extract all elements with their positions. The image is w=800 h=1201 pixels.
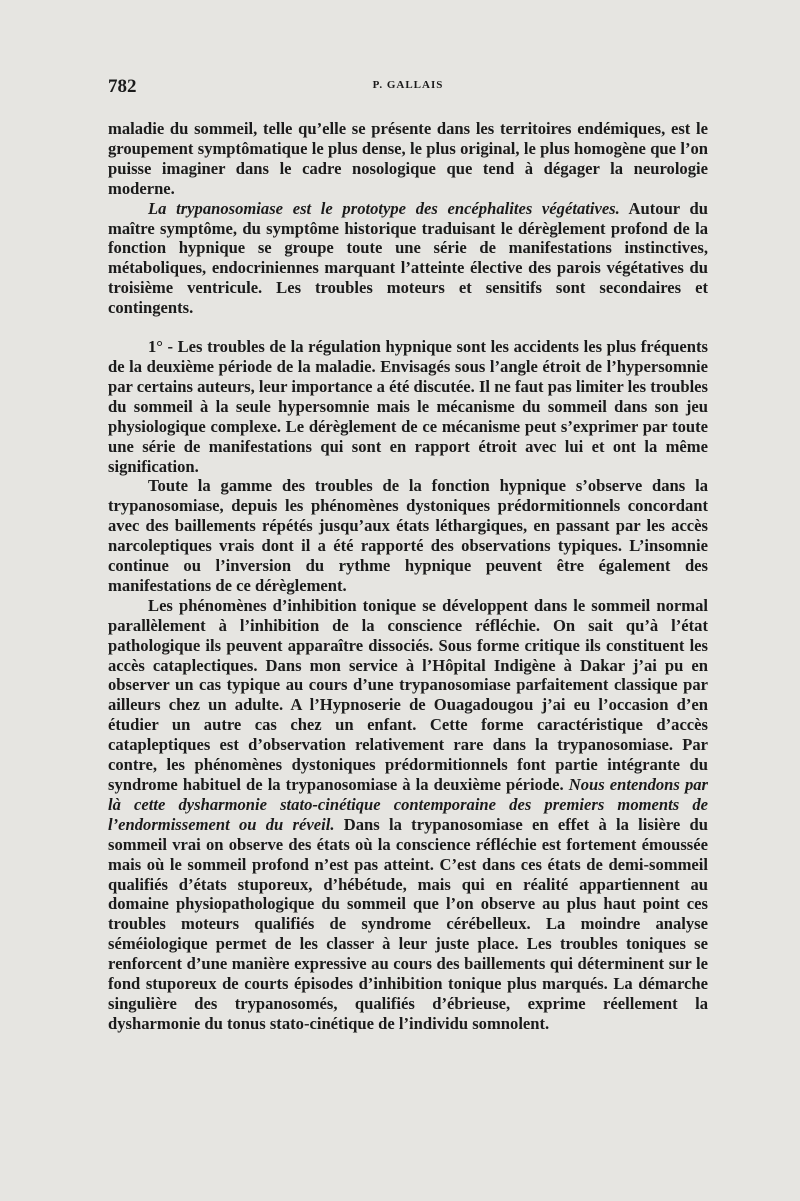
page-number: 782 <box>108 76 137 97</box>
body-text <box>108 119 708 1034</box>
italic-segment: Nous entendons par là cette dysharmonie stato-cinétique contemporaine des premiers moments de l’endormissement ou du réveil. <box>108 775 708 834</box>
paragraph-hypnic-range <box>108 476 708 595</box>
paragraph-continuation <box>108 119 708 199</box>
paragraph-tonic-inhibition <box>108 596 708 1034</box>
text-segment: maladie du sommeil, telle qu’elle se présente dans les territoires endémiques, est le groupement symptômatique le plus dense, le plus original, le plus homogène que l’on puisse imaginer dans le cadre nosologique que tend à dégager la neurologie moderne. <box>108 119 708 198</box>
running-head: P. GALLAIS <box>372 79 444 91</box>
paragraph-prototype <box>108 199 708 318</box>
text-segment: Autour du maître symptôme, du symptôme historique traduisant le dérèglement profond de la fonction hypnique se groupe toute une série de manifestations instinctives, métaboliques, endocriniennes marquant l’atteinte élective des parois végétatives du troisième ventricule. Les troubles moteurs et sensitifs sont secondaires et contingents. <box>108 198 708 318</box>
text-segment: Dans la trypanosomiase en effet à la lisière du sommeil vrai on observe des états où la conscience réfléchie est fortement émoussée mais où le sommeil profond n’est pas atteint. C’est dans ces états de demi-sommeil qualifiés d’états stuporeux, d’hébétude, mais qui en réalité appartiennent au domaine physiopathologique du sommeil que l’on observe au plus haut point ces troubles moteurs qualifiés de syndrome cérébelleux. La moindre analyse séméiologique permet de les classer à leur juste place. Les troubles toniques se renforcent d’une manière expressive au cours des baillements qui déterminent sur le fond stuporeux de courts épisodes d’inhibition tonique plus marqués. La démarche singulière des trypanosomés, qualifiés d’ébrieuse, exprime réellement la dysharmonie du tonus stato-cinétique de l’individu somnolent. <box>108 814 709 1033</box>
text-segment: Les phénomènes d’inhibition tonique se développent dans le sommeil normal parallèlement à l’inhibition de la conscience réfléchie. On sait qu’à l’état pathologique ils peuvent apparaître dissociés. Sous forme critique ils constituent les accès cataplectiques. Dans mon service à l’Hôpital Indigène à Dakar j’ai pu en observer un cas typique au cours d’une trypanosomiase parfaitement classique par ailleurs chez un adulte. A l’Hypnoserie de Ouagadougou j’ai eu l’occasion d’en étudier un autre cas chez un enfant. Cette forme caractéristique d’accès catapleptiques est d’observation relativement rare dans la trypanosomiase. Par contre, les phénomènes dystoniques prédormitionnels font partie intégrante du syndrome habituel de la trypanosomiase à la deuxième période. <box>108 595 708 794</box>
page-header <box>108 76 708 100</box>
paragraph-hypnic-regulation <box>108 337 708 476</box>
text-segment: Toute la gamme des troubles de la fonction hypnique s’observe dans la trypanosomiase, depuis les phénomènes dystoniques prédormitionnels concordant avec des baillements répétés jusqu’aux états léthargiques, en passant par les accès narcoleptiques vrais dont il a été rapporté des observations typiques. L’insomnie continue ou l’inversion du rythme hypnique peuvent être également des manifestations de ce dérèglement. <box>108 476 708 595</box>
text-segment: 1° - Les troubles de la régulation hypnique sont les accidents les plus fréquents de la deuxième période de la maladie. Envisagés sous l’angle étroit de l’hypersomnie par certains auteurs, leur importance a été discutée. Il ne faut pas limiter les troubles du sommeil à la seule hypersomnie mais le mécanisme du sommeil dans son jeu physiologique complexe. Le dérèglement de ce mécanisme peut s’exprimer par toute une série de manifestations qui sont en rapport étroit avec lui et ont la même signification. <box>108 337 708 476</box>
italic-segment: La trypanosomiase est le prototype des encéphalites végétatives. <box>148 198 620 218</box>
